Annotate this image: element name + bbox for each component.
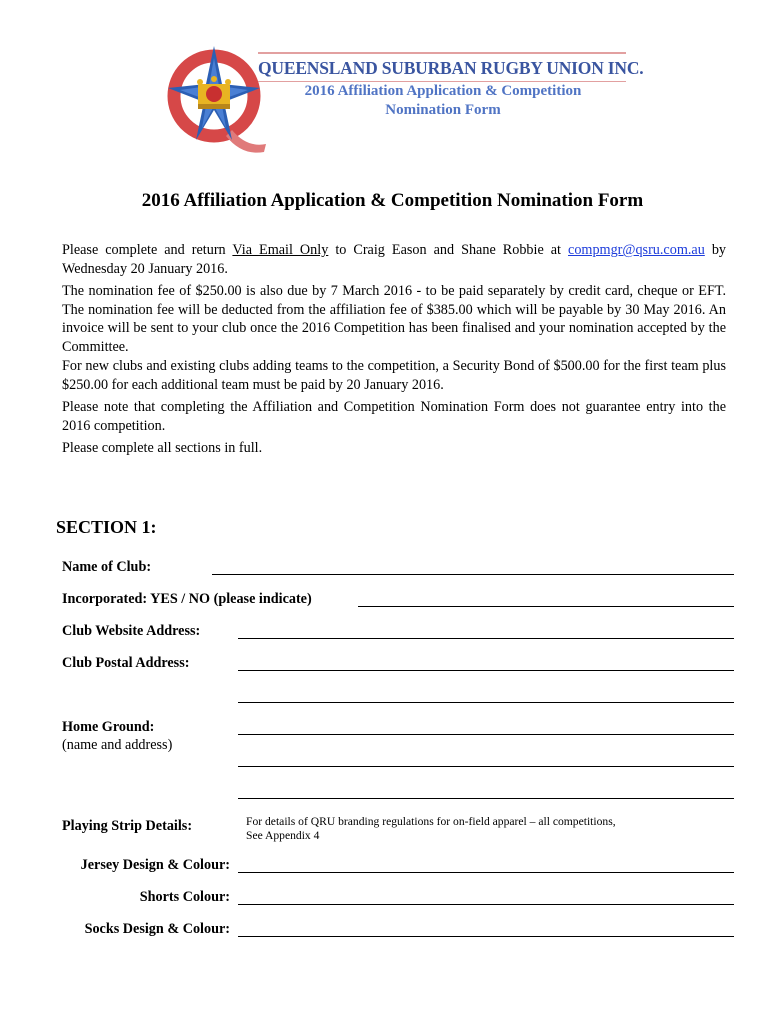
club-name-field[interactable] (212, 574, 734, 575)
strip-note-line1: For details of QRU branding regulations for on-field apparel – all competitions, (246, 815, 616, 828)
incorporated-label: Incorporated: YES / NO (please indicate) (62, 591, 312, 607)
intro-paragraph-4: Please note that completing the Affiliation and Competition Nomination Form does not guarantee entry into the 2016 competition. (62, 399, 726, 434)
home-ground-field-3[interactable] (238, 798, 734, 799)
strip-note (246, 815, 726, 843)
socks-label: Socks Design & Colour: (84, 921, 230, 937)
email-link[interactable]: compmgr@qsru.com.au (568, 242, 705, 258)
via-email-only: Via Email Only (232, 242, 329, 258)
header-subtitle-line2: Nomination Form (385, 102, 501, 118)
intro-paragraph-3: For new clubs and existing clubs adding teams to the competition, a Security Bond of $500.00 for the first team plus $250.00 for each additional team must be paid by 20 January 2016. (62, 358, 726, 393)
home-ground-field-2[interactable] (238, 766, 734, 767)
header-rule-bottom (258, 81, 626, 82)
postal-address-field-2[interactable] (238, 702, 734, 703)
intro-text: by Wednesday 20 January 2016. (62, 242, 727, 277)
page-title: 2016 Affiliation Application & Competition Nomination Form (141, 190, 644, 211)
organization-name: QUEENSLAND SUBURBAN RUGBY UNION INC. (258, 58, 644, 78)
home-ground-field-1[interactable] (238, 734, 734, 735)
shorts-label: Shorts Colour: (139, 889, 230, 905)
shorts-field[interactable] (238, 904, 734, 905)
club-name-label: Name of Club: (62, 559, 152, 575)
playing-strip-label: Playing Strip Details: (62, 818, 193, 834)
jersey-field[interactable] (238, 872, 734, 873)
jersey-label: Jersey Design & Colour: (80, 857, 230, 873)
header-rule-top (258, 52, 626, 54)
postal-address-field-1[interactable] (238, 670, 734, 671)
header-subtitle-line1: 2016 Affiliation Application & Competition (304, 83, 582, 99)
incorporated-field[interactable] (358, 606, 734, 607)
socks-field[interactable] (238, 936, 734, 937)
intro-paragraph-1 (62, 241, 726, 278)
qsru-logo (162, 44, 272, 156)
strip-note-line2: See Appendix 4 (246, 829, 320, 842)
home-ground-sublabel: (name and address) (62, 737, 173, 753)
website-field[interactable] (238, 638, 734, 639)
intro-paragraph-5: Please complete all sections in full. (62, 440, 263, 456)
intro-text: Please complete and return (62, 242, 233, 258)
postal-address-label: Club Postal Address: (62, 655, 190, 671)
section-1-title: SECTION 1: (56, 517, 157, 537)
home-ground-label: Home Ground: (62, 719, 155, 735)
intro-text: to Craig Eason and Shane Robbie at (328, 242, 569, 258)
intro-paragraph-2: The nomination fee of $250.00 is also due by 7 March 2016 - to be paid separately by credit card, cheque or EFT. The nomination fee will be deducted from the affiliation fee of $385.00 which will be payable by 30 May 2016. An invoice will be sent to your club once the 2016 Competition has been finalised and your nomination accepted by the Committee. (62, 283, 726, 355)
website-label: Club Website Address: (62, 623, 201, 639)
